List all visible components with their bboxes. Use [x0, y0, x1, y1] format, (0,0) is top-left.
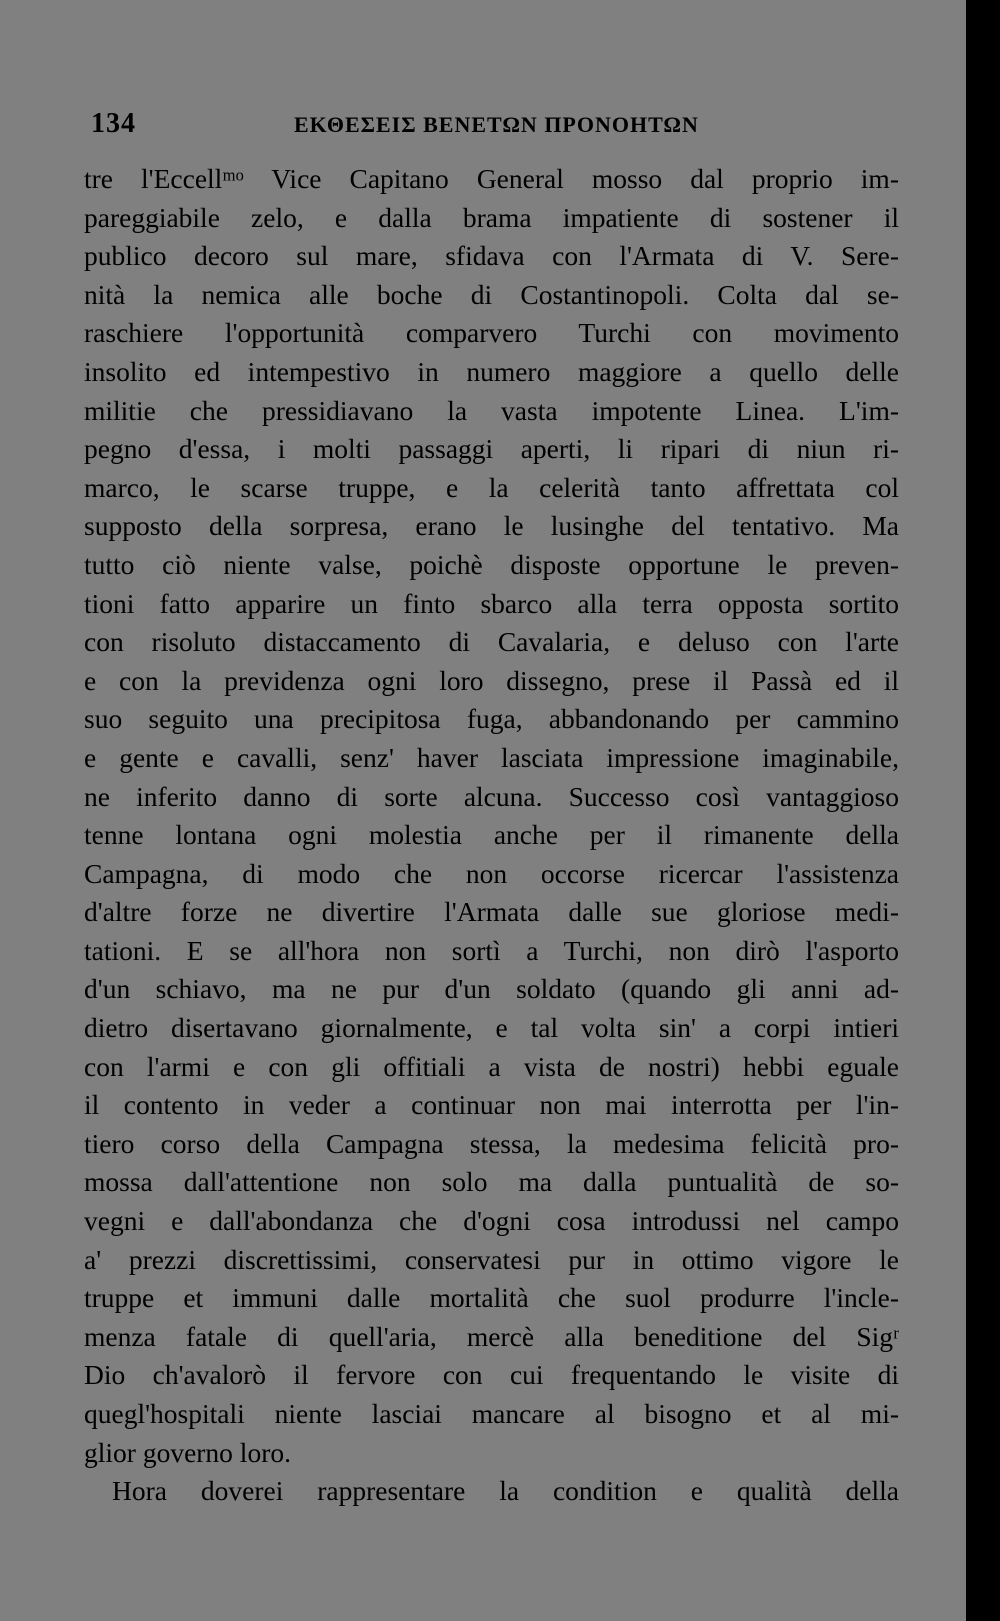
- text-line: suo seguito una precipitosa fuga, abbandonando per cammino: [84, 703, 899, 735]
- text-line: quegl'hospitali niente lasciai mancare al bisogno et al mi-: [84, 1398, 899, 1429]
- text-line: dietro disertavano giornalmente, e tal volta sin' a corpi intieri: [84, 1012, 899, 1044]
- text-line: tutto ciò niente valse, poichè disposte opportune le preven-: [84, 548, 899, 580]
- text-line: vegni e dall'abondanza che d'ogni cosa introdussi nel campo: [84, 1205, 899, 1237]
- text-line: mossa dall'attentione non solo ma dalla puntualità de so-: [84, 1166, 899, 1198]
- paragraph-end-line: glior governo loro.: [84, 1436, 291, 1468]
- text-line: militie che pressidiavano la vasta impotente Linea. L'im-: [84, 394, 899, 426]
- text-line: pareggiabile zelo, e dalla brama impatiente di sostener il: [84, 201, 899, 233]
- text-line: Campagna, di modo che non occorse ricercar l'assistenza: [84, 857, 899, 889]
- text-line: raschiere l'opportunità comparvero Turchi con movimento: [84, 317, 899, 349]
- text-line: tiero corso della Campagna stessa, la medesima felicità pro-: [84, 1127, 899, 1159]
- text-line: marco, le scarse truppe, e la celerità tanto affrettata col: [84, 471, 899, 503]
- text-line: tationi. E se all'hora non sortì a Turchi, non dirò l'asporto: [84, 934, 899, 966]
- text-line: e gente e cavalli, senz' haver lasciata impressione imaginabile,: [84, 741, 899, 773]
- text-line: truppe et immuni dalle mortalità che suol produrre l'incle-: [84, 1282, 899, 1314]
- text-line: e con la previdenza ogni loro dissegno, prese il Passà ed il: [84, 664, 899, 696]
- text-line: pegno d'essa, i molti passaggi aperti, li ripari di niun ri-: [84, 433, 899, 465]
- running-title: ΕΚΘΕΣΕΙΣ ΒΕΝΕΤΩΝ ΠΡΟΝΟΗΤΩΝ: [294, 112, 699, 137]
- page-number: 134: [91, 108, 136, 139]
- paragraph-start-line: Hora doverei rappresentare la condition e qualità della: [112, 1475, 899, 1507]
- text-line: il contento in veder a continuar non mai interrotta per l'in-: [84, 1089, 899, 1121]
- text-line: tioni fatto apparire un finto sbarco alla terra opposta sortito: [84, 587, 899, 619]
- body-text: [84, 160, 899, 1511]
- scan-page-edge: [966, 0, 1000, 1621]
- text-line: d'un schiavo, ma ne pur d'un soldato (quando gli anni ad-: [84, 973, 899, 1005]
- text-line: d'altre forze ne divertire l'Armata dalle sue gloriose medi-: [84, 896, 899, 928]
- text-line: menza fatale di quell'aria, mercè alla beneditione del Sigʳ: [84, 1320, 899, 1352]
- text-line: ne inferito danno di sorte alcuna. Successo così vantaggioso: [84, 780, 899, 812]
- text-line: nità la nemica alle boche di Costantinopoli. Colta dal se-: [84, 278, 899, 310]
- text-line: Dio ch'avalorò il fervore con cui frequentando le visite di: [84, 1359, 899, 1391]
- text-line: publico decoro sul mare, sfidava con l'Armata di V. Sere-: [84, 240, 899, 272]
- text-line: tre l'Eccellᵐᵒ Vice Capitano General mosso dal proprio im-: [84, 163, 899, 194]
- text-line: tenne lontana ogni molestia anche per il rimanente della: [84, 819, 899, 851]
- text-line: con risoluto distaccamento di Cavalaria, e deluso con l'arte: [84, 626, 899, 658]
- text-line: a' prezzi discrettissimi, conservatesi pur in ottimo vigore le: [84, 1243, 899, 1275]
- text-line: con l'armi e con gli offitiali a vista de nostri) hebbi eguale: [84, 1050, 899, 1082]
- text-line: insolito ed intempestivo in numero maggiore a quello delle: [84, 355, 899, 387]
- text-line: supposto della sorpresa, erano le lusinghe del tentativo. Ma: [84, 510, 899, 542]
- running-head: [84, 108, 894, 144]
